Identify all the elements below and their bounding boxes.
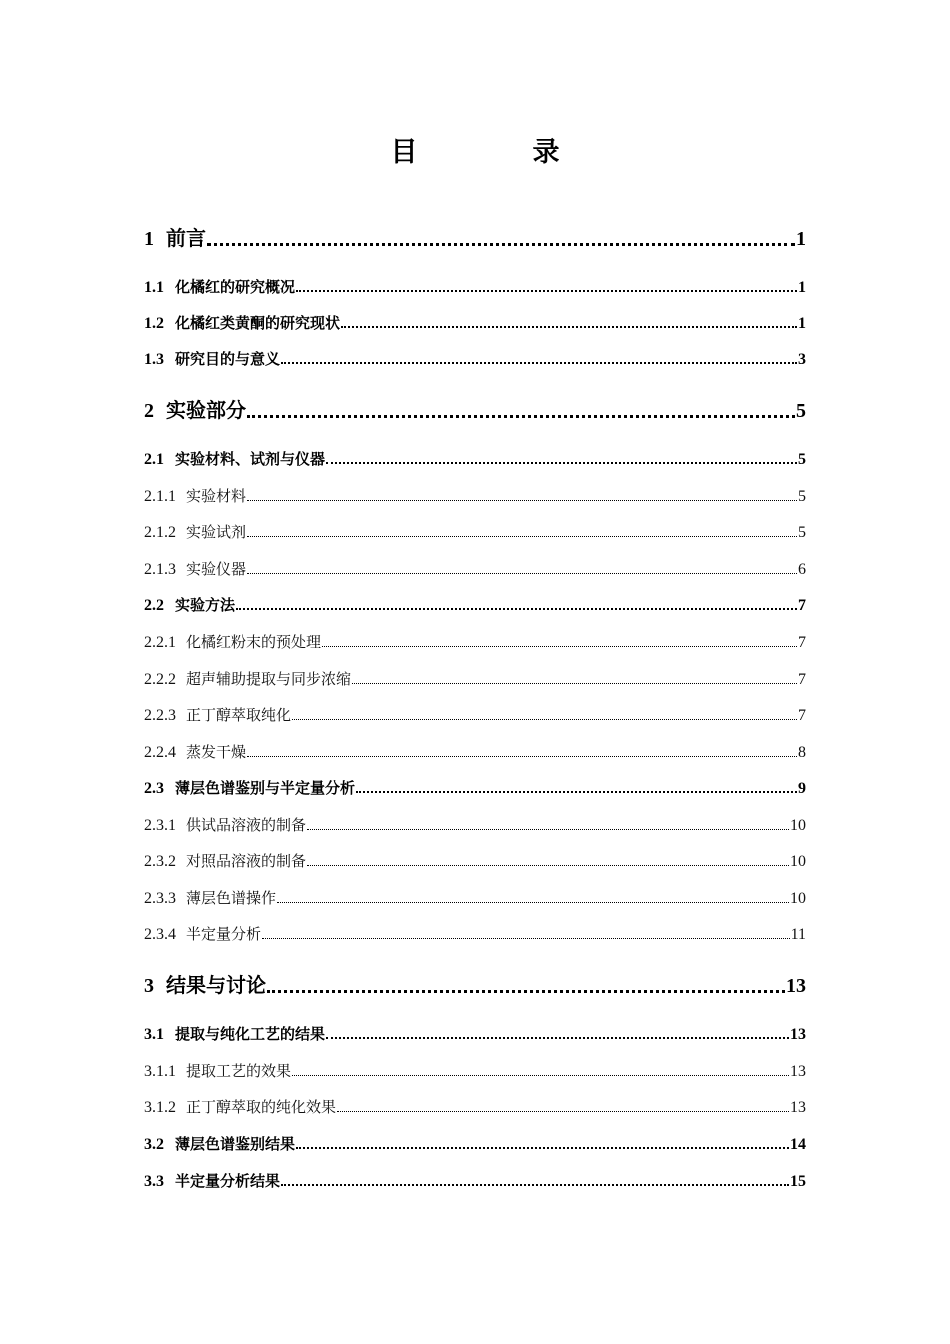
toc-entry-title: 实验方法 [175,596,236,614]
toc-dot-leader [281,362,797,364]
toc-dot-leader [247,415,795,418]
toc-entry-title: 化橘红的研究概况 [175,278,296,296]
toc-entry-level-2[interactable] [144,352,806,368]
toc-entry-level-2[interactable] [144,1174,806,1190]
toc-dot-leader [267,990,785,993]
toc-entry-page: 8 [798,744,806,761]
toc-dot-leader [356,791,797,793]
toc-dot-leader [307,865,789,866]
toc-entry-level-3[interactable] [144,672,806,688]
toc-entry-page: 11 [790,926,806,943]
toc-entry-level-3[interactable] [144,562,806,578]
toc-entry-level-3[interactable] [144,745,806,761]
toc-dot-leader [337,1111,789,1112]
toc-entry-title: 薄层色谱操作 [186,889,277,907]
toc-entry-page: 10 [790,817,806,834]
toc-dot-leader [296,290,797,292]
toc-entry-number: 2.3.3 [144,890,176,907]
toc-entry-title: 前言 [166,226,206,250]
toc-entry-title: 化橘红粉末的预处理 [186,633,322,651]
toc-entry-number: 1.2 [144,315,164,332]
toc-entry-page: 10 [790,890,806,907]
toc-entry-level-2[interactable] [144,781,806,797]
toc-entry-title: 结果与讨论 [166,973,266,997]
toc-entry-page: 13 [790,1026,806,1043]
toc-entry-level-3[interactable] [144,1064,806,1080]
toc-entry-level-3[interactable] [144,635,806,651]
toc-entry-number: 2.3.4 [144,926,176,943]
toc-dot-leader [326,1037,789,1039]
toc-entry-title: 实验部分 [166,398,246,422]
toc-dot-leader [236,608,797,610]
toc-dot-leader [341,326,797,328]
toc-entry-level-3[interactable] [144,525,806,541]
toc-entry-number: 2 [144,400,154,422]
toc-entry-page: 1 [798,315,806,332]
toc-dot-leader [247,756,797,757]
toc-entry-page: 5 [796,400,806,422]
toc-entry-number: 1 [144,228,154,250]
toc-entry-number: 3 [144,975,154,997]
toc-dot-leader [277,902,789,903]
toc-entry-level-3[interactable] [144,927,806,943]
toc-entry-page: 5 [798,488,806,505]
toc-dot-leader [247,573,797,574]
toc-entry-title: 对照品溶液的制备 [186,852,307,870]
toc-entry-level-3[interactable] [144,818,806,834]
toc-dot-leader [262,938,790,939]
toc-dot-leader [247,500,797,501]
toc-entry-number: 3.1.2 [144,1099,176,1116]
toc-entry-number: 2.2.3 [144,707,176,724]
toc-entry-page: 13 [790,1063,806,1080]
toc-entry-page: 7 [798,597,806,614]
toc-entry-page: 13 [790,1099,806,1116]
toc-entry-page: 5 [798,524,806,541]
toc-entry-number: 3.1.1 [144,1063,176,1080]
toc-entry-level-3[interactable] [144,489,806,505]
toc-entry-level-3[interactable] [144,1100,806,1116]
toc-entry-title: 研究目的与意义 [175,350,281,368]
toc-entry-number: 1.3 [144,351,164,368]
toc-entry-number: 2.2.1 [144,634,176,651]
toc-entry-page: 7 [798,634,806,651]
toc-entry-number: 2.2 [144,597,164,614]
toc-dot-leader [281,1184,789,1186]
toc-entry-page: 9 [798,780,806,797]
toc-entry-level-2[interactable] [144,1137,806,1153]
toc-dot-leader [292,1075,789,1076]
toc-entry-level-2[interactable] [144,1027,806,1043]
toc-entry-title: 提取与纯化工艺的结果 [175,1025,326,1043]
toc-entry-number: 3.1 [144,1026,164,1043]
toc-entry-level-2[interactable] [144,280,806,296]
toc-entry-level-2[interactable] [144,598,806,614]
toc-dot-leader [326,462,797,464]
toc-entry-number: 2.3.2 [144,853,176,870]
toc-entry-title: 实验材料、试剂与仪器 [175,450,326,468]
toc-entry-title: 正丁醇萃取纯化 [186,706,292,724]
toc-entry-number: 2.2.2 [144,671,176,688]
toc-entry-level-1[interactable] [144,228,806,249]
toc-entry-title: 实验材料 [186,487,247,505]
toc-entry-number: 2.2.4 [144,744,176,761]
toc-entry-title: 半定量分析结果 [175,1172,281,1190]
toc-entry-number: 2.3.1 [144,817,176,834]
toc-entry-page: 10 [790,853,806,870]
toc-entry-level-3[interactable] [144,708,806,724]
toc-entry-title: 提取工艺的效果 [186,1062,292,1080]
toc-entry-page: 1 [796,228,806,250]
toc-entry-number: 2.1.3 [144,561,176,578]
toc-entry-level-3[interactable] [144,854,806,870]
toc-entry-title: 实验试剂 [186,523,247,541]
toc-entry-page: 13 [786,975,806,997]
toc-dot-leader [352,683,797,684]
toc-entry-title: 化橘红类黄酮的研究现状 [175,314,341,332]
toc-entry-title: 实验仪器 [186,560,247,578]
toc-entry-title: 薄层色谱鉴别与半定量分析 [175,779,356,797]
page-title: 目 录 [390,137,604,168]
toc-entry-title: 超声辅助提取与同步浓缩 [186,670,352,688]
toc-entry-title: 薄层色谱鉴别结果 [175,1135,296,1153]
toc-dot-leader [292,719,797,720]
toc-entry-title: 蒸发干燥 [186,743,247,761]
toc-dot-leader [207,243,795,246]
toc-entry-page: 6 [798,561,806,578]
toc-entry-number: 2.1 [144,451,164,468]
toc-entry-title: 供试品溶液的制备 [186,816,307,834]
toc-dot-leader [296,1147,789,1149]
toc-entry-number: 2.3 [144,780,164,797]
toc-entry-number: 2.1.1 [144,488,176,505]
toc-entry-number: 1.1 [144,279,164,296]
toc-entry-title: 正丁醇萃取的纯化效果 [186,1098,337,1116]
toc-entry-page: 15 [790,1173,806,1190]
toc-entry-number: 3.3 [144,1173,164,1190]
toc-dot-leader [322,646,797,647]
toc-entry-number: 2.1.2 [144,524,176,541]
toc-entry-page: 5 [798,451,806,468]
toc-entry-level-1[interactable] [144,975,806,996]
toc-entry-number: 3.2 [144,1136,164,1153]
toc-entry-level-2[interactable] [144,316,806,332]
toc-entry-page: 1 [798,279,806,296]
toc-entry-title: 半定量分析 [186,925,262,943]
toc-entry-page: 3 [798,351,806,368]
toc-dot-leader [307,829,789,830]
toc-entry-level-2[interactable] [144,452,806,468]
toc-entry-level-3[interactable] [144,891,806,907]
toc-entry-level-1[interactable] [144,400,806,421]
toc-entry-page: 7 [798,707,806,724]
toc-entry-page: 14 [790,1136,806,1153]
toc-dot-leader [247,536,797,537]
toc-entry-page: 7 [798,671,806,688]
